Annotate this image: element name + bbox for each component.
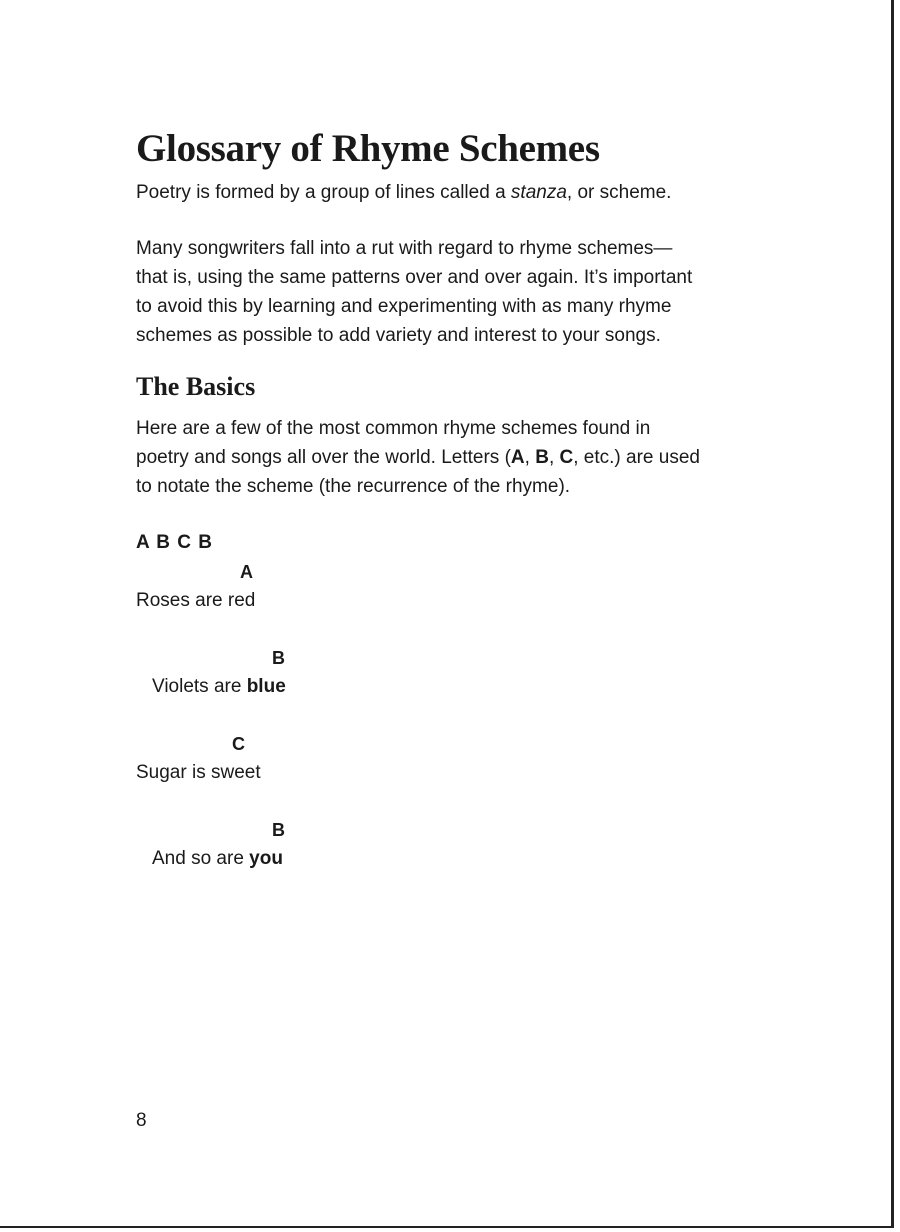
scheme-label: A B C B <box>136 532 214 553</box>
paragraph-line: that is, using the same patterns over and over again. It’s important <box>136 267 693 288</box>
rhyme-marker: B <box>272 820 285 840</box>
paragraph-line: Many songwriters fall into a rut with regard to rhyme schemes— <box>136 238 673 259</box>
basics-paragraph <box>136 414 700 501</box>
letter-a: A <box>510 447 525 468</box>
intro-paragraph <box>136 178 671 207</box>
separator: , <box>548 447 560 468</box>
paragraph-line: Here are a few of the most common rhyme schemes found in <box>136 418 651 439</box>
rhyme-marker: A <box>240 562 253 582</box>
rhyme-marker: C <box>232 734 245 754</box>
verse-line <box>152 848 283 870</box>
intro-text: Poetry is formed by a group of lines called a <box>136 182 511 203</box>
verse-text: And so are <box>152 848 250 869</box>
verse-text: Violets are <box>152 676 247 697</box>
verse-text: Sugar is <box>136 762 211 783</box>
verse-line <box>152 676 286 698</box>
letter-c: C <box>559 447 574 468</box>
intro-text-end: , or scheme. <box>566 182 672 203</box>
section-heading: The Basics <box>136 372 256 401</box>
paragraph-line: to notate the scheme (the recurrence of the rhyme). <box>136 476 571 497</box>
paragraph-line: to avoid this by learning and experimenting with as many rhyme <box>136 296 672 317</box>
stanza-term: stanza <box>510 182 567 203</box>
letter-b: B <box>535 447 549 468</box>
verse-end: sweet <box>210 762 261 783</box>
paragraph-line: schemes as possible to add variety and interest to your songs. <box>136 325 661 346</box>
separator: , <box>524 447 536 468</box>
page-number: 8 <box>136 1110 147 1131</box>
paragraph-line <box>136 443 700 472</box>
verse-text: Roses are <box>136 590 228 611</box>
rhyme-word: you <box>249 848 283 869</box>
line-text: poetry and songs all over the world. Letters ( <box>136 447 511 468</box>
page-title: Glossary of Rhyme Schemes <box>136 127 600 170</box>
rhyme-word: blue <box>246 676 286 697</box>
verse-line <box>136 590 255 612</box>
rhyme-marker: B <box>272 648 285 668</box>
line-text: , etc.) are used <box>573 447 700 468</box>
ruts-paragraph <box>136 234 692 350</box>
verse-end: red <box>227 590 256 611</box>
verse-line <box>136 762 261 784</box>
